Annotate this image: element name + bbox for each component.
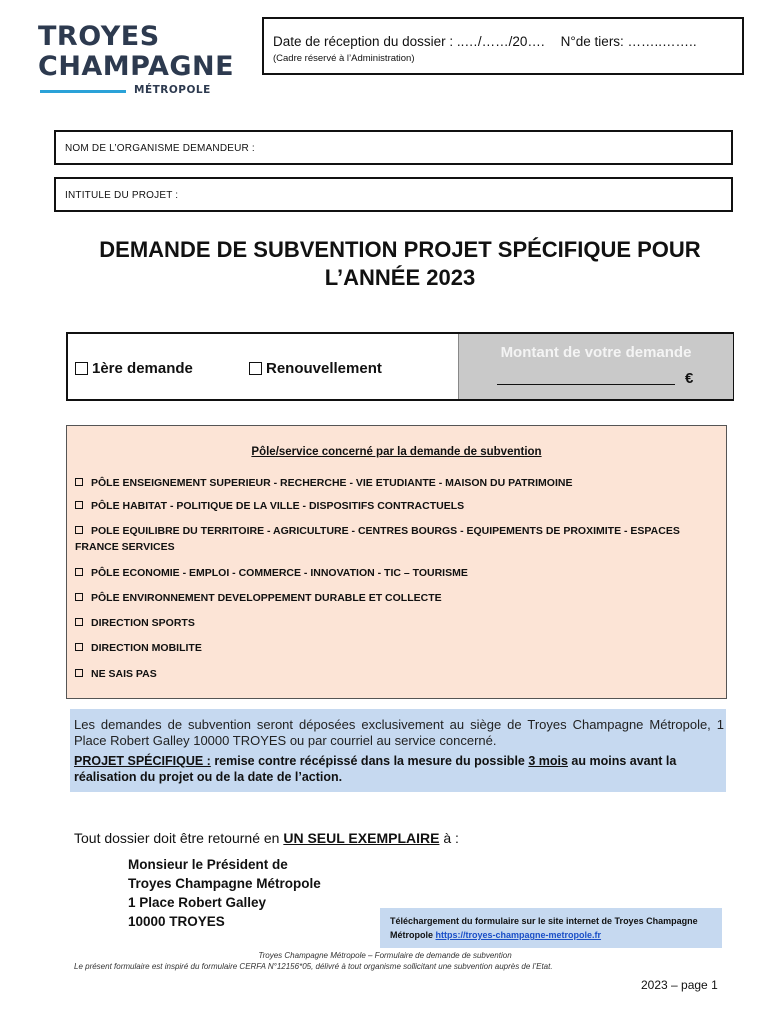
checkbox-icon[interactable] — [75, 669, 83, 677]
address-line: Troyes Champagne Métropole — [128, 876, 321, 891]
pole-item[interactable]: PÔLE ENVIRONNEMENT DEVELOPPEMENT DURABLE ET COLLECTE — [75, 590, 715, 606]
title-line2: L’ANNÉE 2023 — [324, 265, 476, 290]
website-link[interactable]: https://troyes-champagne-metropole.fr — [435, 930, 602, 940]
montant-panel — [458, 334, 733, 399]
pole-box — [66, 425, 727, 699]
intitule-field[interactable] — [54, 177, 733, 212]
pole-item[interactable]: PÔLE HABITAT - POLITIQUE DE LA VILLE - DISPOSITIFS CONTRACTUELS — [75, 498, 715, 514]
euro-symbol: € — [685, 370, 694, 387]
checkbox[interactable] — [249, 362, 262, 375]
pole-item[interactable]: DIRECTION SPORTS — [75, 615, 715, 631]
pole-item[interactable]: PÔLE ENSEIGNEMENT SUPERIEUR - RECHERCHE - VIE ETUDIANTE - MAISON DU PATRIMOINE — [75, 475, 715, 491]
footer-line2: Le présent formulaire est inspiré du formulaire CERFA N°12156*05, délivré à tout organisme sollicitant une subvention auprès de l’Etat. — [74, 962, 553, 971]
checkbox-icon[interactable] — [75, 643, 83, 651]
organisme-field[interactable] — [54, 130, 733, 165]
logo — [38, 21, 235, 100]
logo-bar — [40, 90, 126, 93]
checkbox[interactable] — [75, 362, 88, 375]
reception-date-label: Date de réception du dossier : ..…/……/20…. — [273, 34, 545, 49]
address-line: Monsieur le Président de — [128, 857, 288, 872]
checkbox-icon[interactable] — [75, 526, 83, 534]
address-line: 10000 TROYES — [128, 914, 225, 929]
demande-box — [66, 332, 734, 401]
option-premiere-demande[interactable]: 1ère demande — [75, 360, 193, 377]
pole-item[interactable]: NE SAIS PAS — [75, 666, 715, 682]
title-line1: DEMANDE DE SUBVENTION PROJET SPÉCIFIQUE POUR — [99, 237, 701, 262]
checkbox-icon[interactable] — [75, 568, 83, 576]
download-text: Téléchargement du formulaire sur le site internet de Troyes Champagne Métropole — [390, 916, 698, 940]
intitule-label: INTITULE DU PROJET : — [65, 190, 179, 201]
logo-line2: CHAMPAGNE — [38, 51, 235, 82]
option-renouvellement[interactable]: Renouvellement — [249, 360, 382, 377]
address-block — [128, 855, 321, 931]
pole-item[interactable]: POLE EQUILIBRE DU TERRITOIRE - AGRICULTURE - CENTRES BOURGS - EQUIPEMENTS DE PROXIMITE - ESPACES FRANCE SERVICES — [75, 525, 680, 553]
footer-line1: Troyes Champagne Métropole – Formulaire de demande de subvention — [258, 951, 512, 960]
retour-text: Tout dossier doit être retourné en UN SEUL EXEMPLAIRE à : — [74, 830, 459, 846]
address-line: 1 Place Robert Galley — [128, 895, 267, 910]
info-projet-specifique: PROJET SPÉCIFIQUE : remise contre récépissé dans la mesure du possible 3 mois au moins avant la réalisation du projet ou de la date de l’action. — [74, 754, 677, 784]
checkbox-icon[interactable] — [75, 501, 83, 509]
page-title — [60, 236, 740, 292]
logo-subtitle: MÉTROPOLE — [134, 84, 211, 96]
organisme-label: NOM DE L’ORGANISME DEMANDEUR : — [65, 143, 255, 154]
admin-note: (Cadre réservé à l’Administration) — [273, 53, 415, 64]
info-depot: Les demandes de subvention seront déposées exclusivement au siège de Troyes Champagne Métropole, 1 Place Robert Galley 10000 TROYES ou par courriel au service concerné. — [74, 717, 724, 748]
download-box — [380, 908, 722, 948]
montant-label: Montant de votre demande — [500, 344, 692, 361]
tiers-label: N°de tiers: ……..…….. — [560, 34, 697, 49]
checkbox-icon[interactable] — [75, 478, 83, 486]
info-box — [70, 709, 726, 792]
admin-box — [262, 17, 744, 75]
pole-item[interactable]: PÔLE ECONOMIE - EMPLOI - COMMERCE - INNOVATION - TIC – TOURISME — [75, 565, 715, 581]
pole-title: Pôle/service concerné par la demande de subvention — [251, 446, 542, 458]
checkbox-icon[interactable] — [75, 618, 83, 626]
logo-line1: TROYES — [38, 21, 160, 52]
checkbox-icon[interactable] — [75, 593, 83, 601]
pole-item[interactable]: DIRECTION MOBILITE — [75, 640, 715, 656]
montant-input-line[interactable] — [497, 384, 675, 385]
page-number: 2023 – page 1 — [641, 978, 718, 992]
